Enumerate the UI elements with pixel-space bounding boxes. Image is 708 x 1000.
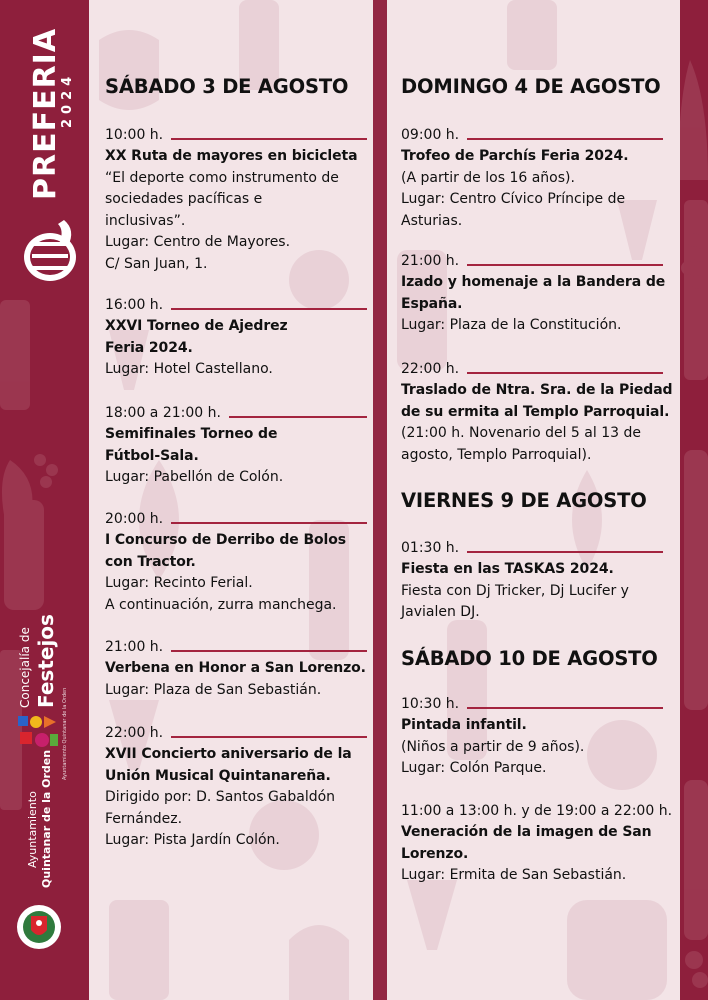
event-title-line: I Concurso de Derribo de Bolos [105, 532, 346, 548]
event-title-line: con Tractor. [105, 553, 196, 570]
preferia-year: 2024 [60, 71, 75, 128]
event-detail-line: “El deporte como instrumento de [105, 169, 339, 186]
event-title-line: Fiesta en las TASKAS 2024. [401, 561, 614, 577]
event-title-line: Pintada infantil. [401, 717, 527, 733]
event-title-line: España. [401, 295, 463, 312]
time-separator-line [171, 138, 367, 140]
event-title-line: Traslado de Ntra. Sra. de la Piedad [401, 382, 673, 398]
event-time: 01:30 h. [401, 540, 460, 556]
time-separator-line [171, 308, 367, 310]
event-time-row [105, 638, 367, 658]
event-title-line: Fútbol-Sala. [105, 447, 199, 464]
event-item [105, 510, 367, 616]
event-time-row [401, 539, 669, 559]
event-title-line: Unión Musical Quintanareña. [105, 767, 331, 784]
ciudad-label: Quintanar de la Orden [40, 749, 53, 888]
event-detail-line: Lugar: Ermita de San Sebastián. [401, 867, 627, 883]
event-time-row [401, 252, 669, 272]
event-title-line: Izado y homenaje a la Bandera de [401, 274, 666, 290]
time-separator-line [171, 522, 367, 524]
day-title: VIERNES 9 DE AGOSTO [401, 489, 647, 512]
day-title: DOMINGO 4 DE AGOSTO [401, 75, 661, 98]
event-time: 20:00 h. [105, 511, 164, 527]
event-item [401, 252, 669, 337]
event-item [105, 404, 367, 489]
event-detail-line: Javialen DJ. [401, 604, 480, 620]
event-detail-line: Fernández. [105, 810, 183, 827]
festejos-label: Festejos [34, 614, 58, 708]
concejalia-label: Concejalía de [18, 627, 32, 708]
event-item [401, 539, 669, 624]
event-time: 10:30 h. [401, 696, 460, 712]
event-detail-line: A continuación, zurra manchega. [105, 596, 337, 613]
day-title: SÁBADO 10 DE AGOSTO [401, 647, 658, 670]
event-detail-line: (21:00 h. Novenario del 5 al 13 de [401, 425, 641, 441]
event-detail-line: Lugar: Centro Cívico Príncipe de [401, 191, 626, 207]
event-detail-line: (Niños a partir de 9 años). [401, 738, 585, 755]
event-detail-line: Dirigido por: D. Santos Gabaldón [105, 789, 336, 805]
ayuntamiento-label: Ayuntamiento [26, 791, 39, 868]
event-time-row [105, 510, 367, 530]
event-time: 21:00 h. [401, 253, 460, 269]
event-detail-line: Lugar: Recinto Ferial. [105, 575, 253, 591]
ayuntamiento-small-label: Ayuntamiento Quintanar de la Orden [62, 687, 68, 780]
event-item [105, 724, 367, 852]
time-separator-line [229, 416, 367, 418]
event-detail-line: Lugar: Colón Parque. [401, 760, 547, 776]
event-time-row [401, 360, 669, 380]
barrel-icon [20, 212, 80, 288]
event-title-line: Trofeo de Parchís Feria 2024. [401, 148, 629, 164]
event-title-line: XVII Concierto aniversario de la [105, 746, 352, 762]
day-title: SÁBADO 3 DE AGOSTO [105, 75, 349, 98]
event-time: 18:00 a 21:00 h. [105, 405, 221, 421]
time-separator-line [467, 264, 663, 266]
event-title-line: de su ermita al Templo Parroquial. [401, 403, 670, 420]
event-title-line: Verbena en Honor a San Lorenzo. [105, 660, 366, 676]
event-time: 21:00 h. [105, 639, 164, 655]
event-time-row [105, 296, 367, 316]
event-item [401, 126, 669, 232]
event-time-row [401, 695, 669, 715]
time-separator-line [467, 372, 663, 374]
event-detail-line: sociedades pacíficas e [105, 191, 263, 207]
event-detail-line: Fiesta con Dj Tricker, Dj Lucifer y [401, 582, 629, 599]
event-time: 10:00 h. [105, 127, 164, 143]
event-title-line: Feria 2024. [105, 339, 193, 356]
event-title-line: Lorenzo. [401, 845, 469, 862]
event-time-row [401, 126, 669, 146]
time-separator-line [467, 138, 663, 140]
event-time: 09:00 h. [401, 127, 460, 143]
event-time: 22:00 h. [105, 725, 164, 741]
event-time: 11:00 a 13:00 h. y de 19:00 a 22:00 h. [401, 803, 673, 819]
event-item [401, 695, 669, 780]
event-time-row [105, 724, 367, 744]
event-title-line: XX Ruta de mayores en bicicleta [105, 148, 358, 164]
event-item [105, 126, 367, 275]
event-detail-line: agosto, Templo Parroquial). [401, 446, 592, 463]
event-time: 22:00 h. [401, 361, 460, 377]
event-time-row [401, 802, 673, 822]
event-detail-line: Lugar: Pabellón de Colón. [105, 469, 284, 485]
preferia-title: PREFERIA [28, 27, 63, 200]
time-separator-line [467, 551, 663, 553]
event-item [401, 360, 673, 466]
event-item [105, 296, 367, 381]
event-detail-line: Lugar: Hotel Castellano. [105, 361, 273, 377]
event-title-line: XXVI Torneo de Ajedrez [105, 318, 288, 334]
event-detail-line: Lugar: Plaza de San Sebastián. [105, 681, 322, 698]
event-detail-line: Asturias. [401, 212, 463, 229]
event-detail-line: Lugar: Centro de Mayores. [105, 234, 291, 250]
event-detail-line: Lugar: Plaza de la Constitución. [401, 317, 622, 333]
event-time-row [105, 404, 367, 424]
coat-of-arms-icon [14, 902, 64, 952]
event-item [105, 638, 367, 701]
event-detail-line: (A partir de los 16 años). [401, 169, 575, 186]
event-title-line: Semifinales Torneo de [105, 426, 278, 442]
time-separator-line [467, 707, 663, 709]
event-time: 16:00 h. [105, 297, 164, 313]
event-detail-line: inclusivas”. [105, 212, 186, 229]
time-separator-line [171, 650, 367, 652]
festejos-emblem-icon [16, 714, 60, 750]
event-detail-line: C/ San Juan, 1. [105, 255, 208, 272]
event-title-line: Veneración de la imagen de San [401, 824, 652, 840]
time-separator-line [171, 736, 367, 738]
event-time-row [105, 126, 367, 146]
event-item [401, 802, 673, 887]
event-detail-line: Lugar: Pista Jardín Colón. [105, 832, 280, 848]
